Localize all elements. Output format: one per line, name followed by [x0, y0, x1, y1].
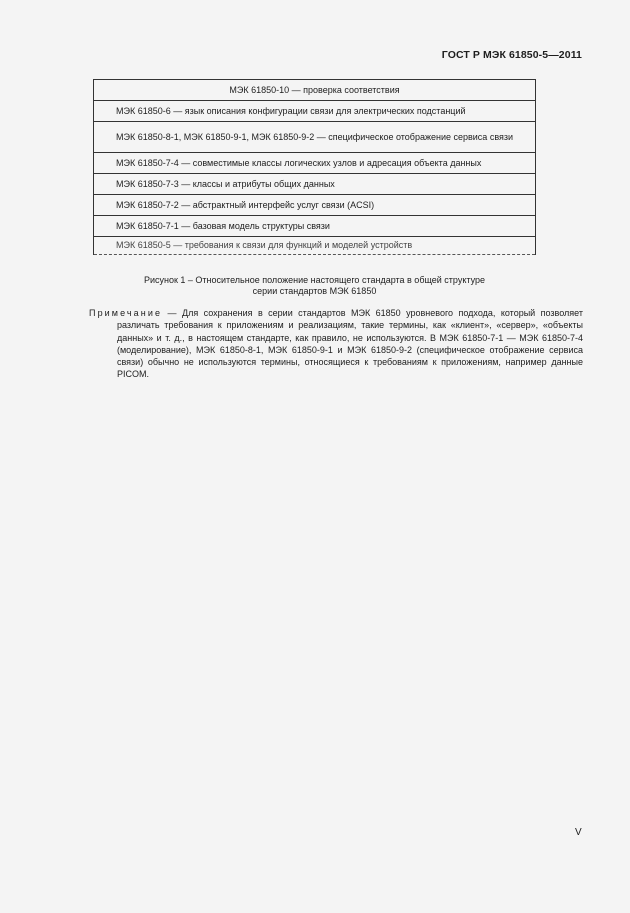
figure-row	[94, 237, 536, 255]
figure-row	[94, 101, 536, 122]
figure-row	[94, 216, 536, 237]
note-text: — Для сохранения в серии стандартов МЭК 61850 уровневого подхода, который позволяет различать требования к приложениям и реализациям, такие термины, как «клиент», «сервер», «объекты данных» и т. д., в настоящем стандарте, как правило, не используются. В МЭК 61850-7-1 — МЭК 61850-7-4 (моделирование), МЭК 61850-8-1, МЭК 61850-9-1 и МЭК 61850-9-2 (специфическое отображение сервиса связи) обычно не используются термины, относящиеся к требованиям к приложениям, например данные PICOM.	[117, 308, 583, 380]
figure-row	[94, 122, 536, 153]
standards-structure-figure	[93, 79, 536, 255]
figure-row	[94, 174, 536, 195]
figure-row-basic-model: МЭК 61850-7-1 — базовая модель структуры связи	[94, 216, 536, 237]
figure-row-scsm: МЭК 61850-8-1, МЭК 61850-9-1, МЭК 61850-9-2 — специфическое отображение сервиса связи	[94, 122, 536, 153]
figure-row	[94, 80, 536, 101]
figure-row-conformance: МЭК 61850-10 — проверка соответствия	[94, 80, 536, 101]
figure-row-scl: МЭК 61850-6 — язык описания конфигурации связи для электрических подстанций	[94, 101, 536, 122]
caption-line-1: Рисунок 1 – Относительное положение настоящего стандарта в общей структуре	[143, 275, 486, 285]
figure-row	[94, 195, 536, 216]
note-paragraph	[89, 307, 583, 381]
figure-row-acsi: МЭК 61850-7-2 — абстрактный интерфейс услуг связи (ACSI)	[94, 195, 536, 216]
figure-row-requirements: МЭК 61850-5 — требования к связи для функций и моделей устройств	[94, 237, 536, 255]
page-number: V	[575, 827, 582, 838]
figure-row-common-data: МЭК 61850-7-3 — классы и атрибуты общих данных	[94, 174, 536, 195]
figure-caption	[93, 275, 536, 297]
figure-row	[94, 153, 536, 174]
note-label: Примечание	[89, 308, 163, 318]
figure-row-logical-nodes: МЭК 61850-7-4 — совместимые классы логических узлов и адресация объекта данных	[94, 153, 536, 174]
caption-line-2: серии стандартов МЭК 61850	[252, 286, 377, 296]
standard-header: ГОСТ Р МЭК 61850-5—2011	[441, 49, 582, 61]
